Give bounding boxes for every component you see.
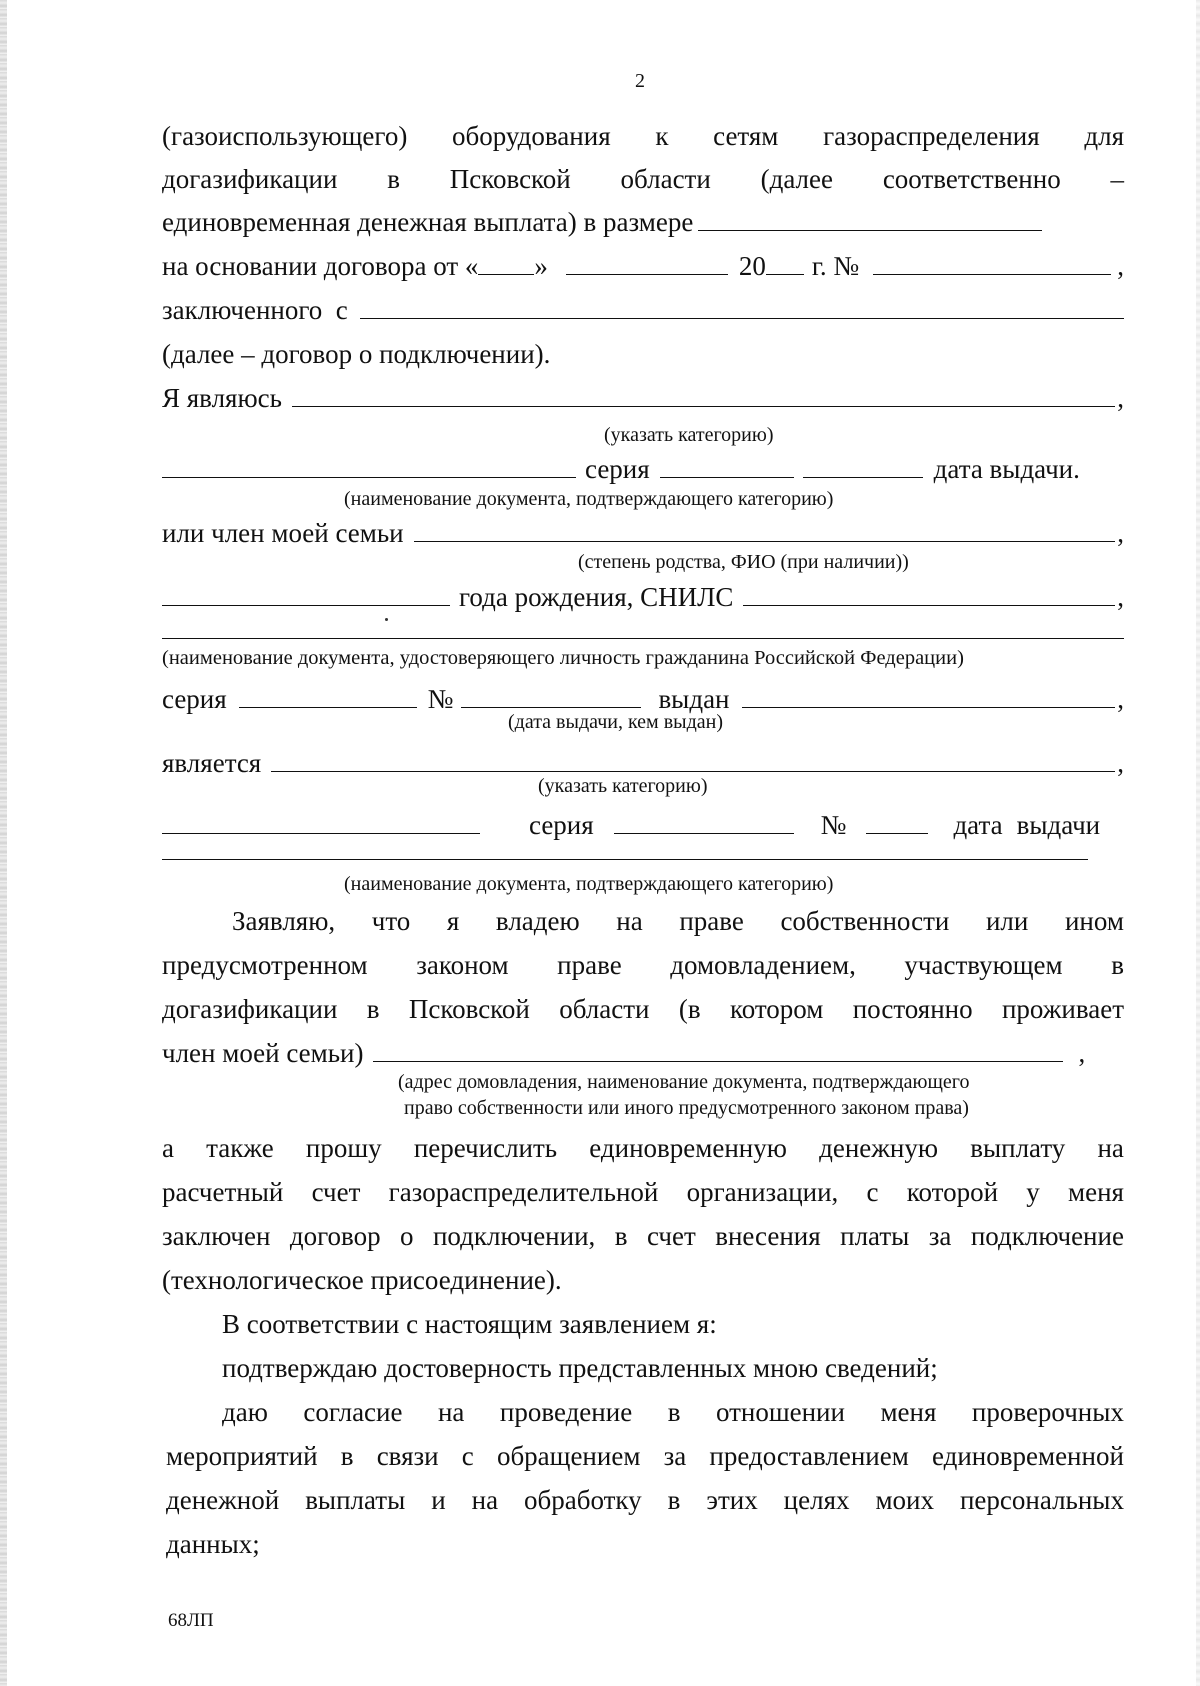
- text: и: [431, 1485, 446, 1515]
- para-line-6: [162, 1166, 1124, 1206]
- text: единовременную: [589, 1133, 787, 1163]
- text: мероприятий: [166, 1441, 318, 1471]
- scan-edge-right: [1196, 0, 1200, 1686]
- text: праве: [679, 906, 744, 936]
- text: В соответствии с настоящим заявлением я:: [222, 1309, 717, 1339]
- caption-category: (указать категорию): [604, 424, 774, 446]
- identity-series-field[interactable]: [239, 707, 417, 708]
- text: ином: [1064, 906, 1124, 936]
- text: в: [387, 164, 400, 194]
- caption-address-2: право собственности или иного предусмотренного законом права): [404, 1097, 969, 1119]
- text: в: [667, 1485, 681, 1515]
- page-number: 2: [635, 70, 645, 92]
- text: (технологическое присоединение).: [162, 1265, 562, 1295]
- text: постоянно: [852, 994, 973, 1024]
- text: в: [667, 1397, 681, 1427]
- text: или член моей семьи: [162, 518, 404, 548]
- text: »: [534, 251, 548, 281]
- category-document-field[interactable]: [162, 477, 576, 478]
- text: заключенного с: [162, 295, 348, 325]
- text: согласие: [303, 1397, 403, 1427]
- text: области: [559, 994, 650, 1024]
- text: у: [1026, 1177, 1040, 1207]
- para-line-5: [162, 1122, 1124, 1162]
- text: для: [1084, 121, 1124, 151]
- line-9: [162, 507, 1124, 547]
- text: меня: [1068, 1177, 1124, 1207]
- line-11: [162, 673, 1124, 713]
- line-3: [162, 196, 1124, 236]
- text: на: [437, 1397, 465, 1427]
- para-line-9: [222, 1298, 1184, 1338]
- amount-field[interactable]: [698, 230, 1042, 231]
- text: на: [1097, 1133, 1124, 1163]
- text: выдачи: [1016, 810, 1101, 840]
- text: с: [461, 1441, 474, 1471]
- text: праве: [557, 950, 622, 980]
- text: дата выдачи.: [933, 454, 1080, 484]
- text: в: [366, 994, 380, 1024]
- text: персональных: [959, 1485, 1124, 1515]
- text: (в: [678, 994, 701, 1024]
- text: (далее: [760, 164, 834, 194]
- line-5: [162, 284, 1124, 324]
- para-line-2: [162, 939, 1124, 979]
- text: денежной: [166, 1485, 280, 1515]
- text: выдан: [658, 684, 730, 714]
- text: на: [616, 906, 643, 936]
- text: проживает: [1001, 994, 1124, 1024]
- contracted-with-field[interactable]: [360, 318, 1124, 319]
- text: участвующем: [904, 950, 1063, 980]
- para-line-13: [166, 1474, 1124, 1514]
- text: в: [1111, 950, 1124, 980]
- family-category-document-cont-field[interactable]: [162, 859, 1088, 860]
- text: дата: [953, 810, 1003, 840]
- contract-month-field[interactable]: [566, 274, 728, 275]
- text: Псковской: [449, 164, 571, 194]
- para-line-1: [232, 895, 1124, 935]
- para-line-7: [162, 1210, 1124, 1250]
- text: газораспределительной: [388, 1177, 659, 1207]
- text: счет: [646, 1221, 696, 1251]
- para-line-10: [222, 1342, 1184, 1382]
- text: я: [446, 906, 460, 936]
- text: перечислить: [413, 1133, 558, 1163]
- family-member-field[interactable]: [414, 541, 1116, 542]
- text: проведение: [499, 1397, 633, 1427]
- snils-field[interactable]: [743, 605, 1115, 606]
- text: связи: [376, 1441, 439, 1471]
- text: –: [1110, 164, 1124, 194]
- text: ,: [1078, 1038, 1086, 1068]
- category-field[interactable]: [292, 406, 1115, 407]
- text: области: [620, 164, 711, 194]
- text: ,: [1117, 383, 1124, 413]
- caption-category-document: (наименование документа, подтверждающего категорию): [344, 488, 834, 510]
- text: предусмотренном: [162, 950, 368, 980]
- line-8: [162, 443, 1124, 483]
- text: денежную: [819, 1133, 939, 1163]
- text: является: [162, 748, 262, 778]
- text: с: [866, 1177, 879, 1207]
- text: также: [206, 1133, 274, 1163]
- line-6: [162, 328, 1124, 368]
- caption-category-document-2: (наименование документа, подтверждающего категорию): [344, 873, 834, 895]
- para-line-14: [166, 1518, 1128, 1558]
- text: расчетный: [162, 1177, 284, 1207]
- text: на: [471, 1485, 499, 1515]
- text: законом: [416, 950, 509, 980]
- category-doc-series-field[interactable]: [660, 477, 794, 478]
- category-doc-number-field[interactable]: [803, 477, 923, 478]
- household-address-field[interactable]: [373, 1061, 1063, 1062]
- birth-year-field[interactable]: [162, 605, 450, 606]
- text: (газоиспользующего): [162, 121, 408, 151]
- text: сетям: [713, 121, 779, 151]
- text: за: [663, 1441, 687, 1471]
- para-line-12: [166, 1430, 1124, 1470]
- scan-edge-left: [0, 0, 7, 1686]
- text: догазификации: [162, 994, 338, 1024]
- contract-year-field[interactable]: [766, 274, 804, 275]
- issued-by-field[interactable]: [742, 707, 1116, 708]
- line-12: [162, 737, 1124, 777]
- text: в: [340, 1441, 354, 1471]
- text: подключении,: [432, 1221, 596, 1251]
- text: предоставлением: [709, 1441, 909, 1471]
- contract-number-field[interactable]: [873, 274, 1111, 275]
- text: заключен: [162, 1221, 271, 1251]
- text: к: [655, 121, 669, 151]
- text: домовладением,: [670, 950, 856, 980]
- text: владею: [495, 906, 580, 936]
- text: или: [985, 906, 1029, 936]
- text: (далее – договор о подключении).: [162, 339, 551, 369]
- text: этих: [706, 1485, 758, 1515]
- text: в: [614, 1221, 628, 1251]
- para-line-3: [162, 983, 1124, 1023]
- para-line-8: [162, 1254, 1124, 1294]
- text: целях: [783, 1485, 850, 1515]
- text: счет: [311, 1177, 361, 1207]
- text: выплату: [970, 1133, 1066, 1163]
- text: отношении: [715, 1397, 845, 1427]
- text: выплаты: [305, 1485, 406, 1515]
- line-1: [162, 110, 1124, 150]
- identity-document-field[interactable]: [162, 638, 1124, 639]
- text: даю: [222, 1397, 268, 1427]
- family-category-field[interactable]: [271, 771, 1115, 772]
- text: собственности: [780, 906, 950, 936]
- line-7: [162, 372, 1124, 412]
- text: а: [162, 1133, 174, 1163]
- text: проверочных: [971, 1397, 1124, 1427]
- line-10: [162, 571, 1124, 611]
- text: №: [427, 684, 454, 714]
- text: что: [371, 906, 411, 936]
- text: Заявляю,: [232, 906, 336, 936]
- text: обработку: [524, 1485, 642, 1515]
- text: которой: [906, 1177, 999, 1207]
- text: платы: [840, 1221, 910, 1251]
- footer-code: 68ЛП: [168, 1610, 214, 1631]
- text: №: [820, 810, 847, 840]
- text: внесения: [715, 1221, 821, 1251]
- text: 20: [738, 251, 766, 281]
- text: серия: [529, 810, 594, 840]
- text: данных;: [166, 1529, 260, 1559]
- text: прошу: [305, 1133, 382, 1163]
- text: соответственно: [882, 164, 1061, 194]
- text: член моей семьи): [162, 1038, 364, 1068]
- line-identity-document: [162, 610, 1124, 644]
- text: котором: [729, 994, 824, 1024]
- para-line-4: [162, 1027, 1124, 1067]
- text: ,: [1117, 748, 1124, 778]
- text: о: [400, 1221, 414, 1251]
- family-doc-number-field[interactable]: [866, 833, 928, 834]
- caption-address-1: (адрес домовладения, наименование документа, подтверждающего: [398, 1071, 970, 1093]
- identity-number-field[interactable]: [461, 707, 641, 708]
- family-doc-series-field[interactable]: [614, 833, 794, 834]
- text: на основании договора от «: [162, 251, 479, 281]
- text: ,: [1117, 251, 1124, 281]
- text: ,: [1117, 684, 1124, 714]
- text: серия: [585, 454, 650, 484]
- text: догазификации: [162, 164, 338, 194]
- caption-identity-document: (наименование документа, удостоверяющего личность гражданина Российской Федерации): [162, 647, 964, 669]
- text: ,: [1117, 518, 1124, 548]
- text: Псковской: [408, 994, 530, 1024]
- text: г. №: [811, 251, 860, 281]
- caption-kinship: (степень родства, ФИО (при наличии)): [578, 551, 909, 573]
- text: единовременная денежная выплата) в размере: [162, 207, 694, 237]
- text: подключение: [970, 1221, 1124, 1251]
- text: года рождения, СНИЛС: [459, 582, 734, 612]
- line-13: [162, 799, 1124, 839]
- text: договор: [289, 1221, 381, 1251]
- line-2: [162, 153, 1124, 193]
- text: подтверждаю достоверность представленных мною сведений;: [222, 1353, 938, 1383]
- caption-category-2: (указать категорию): [538, 775, 708, 797]
- line-4: [162, 240, 1124, 280]
- text: ,: [1117, 582, 1124, 612]
- contract-day-field[interactable]: [478, 274, 534, 275]
- text: организации,: [686, 1177, 839, 1207]
- text: обращением: [496, 1441, 641, 1471]
- text: меня: [880, 1397, 937, 1427]
- text: Я являюсь: [162, 383, 282, 413]
- text: серия: [162, 684, 227, 714]
- text: газораспределения: [823, 121, 1040, 151]
- para-line-11: [222, 1386, 1124, 1426]
- text: единовременной: [931, 1441, 1124, 1471]
- family-category-document-field[interactable]: [162, 833, 480, 834]
- text: моих: [875, 1485, 935, 1515]
- text: оборудования: [452, 121, 611, 151]
- text: за: [928, 1221, 952, 1251]
- line-family-category-document: [162, 840, 1088, 864]
- caption-issue: (дата выдачи, кем выдан): [508, 711, 723, 733]
